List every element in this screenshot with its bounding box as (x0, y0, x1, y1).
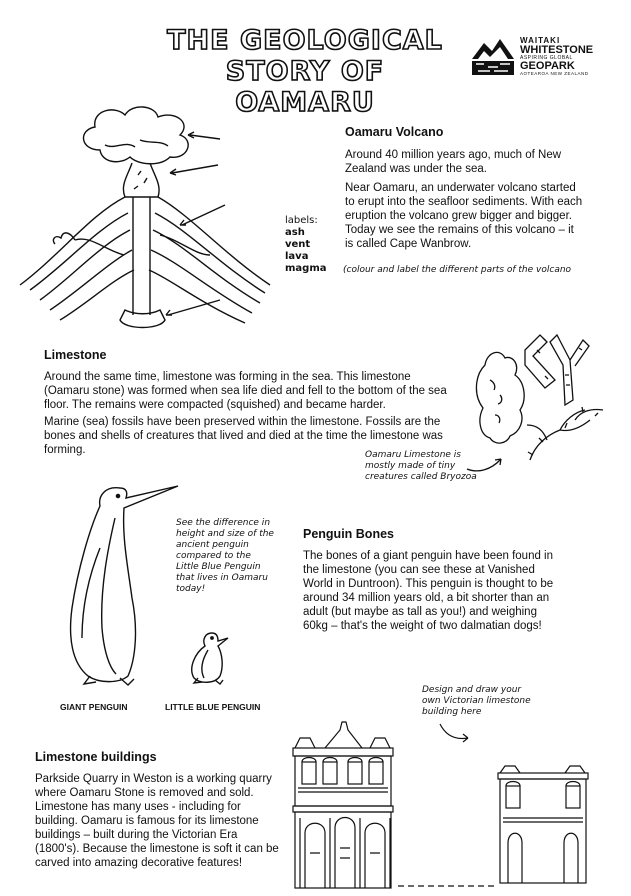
label-arrow-4 (166, 300, 220, 315)
penguin-heading: Penguin Bones (303, 527, 394, 541)
lava-flow (53, 233, 124, 255)
title-line-2: STORY OF OAMARU (225, 56, 385, 118)
fossil-coral (527, 409, 603, 460)
buildings-para-1: Parkside Quarry in Weston is a working quarry where Oamaru Stone is removed and sold. Limestone has many uses - including for building. Oamaru is famous for its limestone buildings – built during the Victorian Era (1800's). Because the limestone is soft it can be carved into amazing decorative features! (35, 773, 279, 869)
labels-title: labels: (285, 215, 318, 226)
label-arrow-2 (170, 165, 218, 175)
giant-penguin-caption: GIANT PENGUIN (60, 702, 128, 712)
label-magma: magma (285, 263, 327, 274)
logo-line-4: GEOPARK (520, 60, 575, 72)
building-instruction: Design and draw your own Victorian limestone building here (422, 685, 531, 717)
penguin-note: See the difference in height and size of the ancient penguin compared to the Little Blue Penguin that lives in Oamaru today! (176, 518, 274, 594)
limestone-heading: Limestone (44, 348, 107, 362)
fossil-y (550, 335, 589, 405)
title-line-1: THE GEOLOGICAL (167, 25, 443, 56)
bryozoa-note: Oamaru Limestone is mostly made of tiny creatures called Bryozoa (365, 450, 477, 482)
eruption-column (123, 163, 159, 197)
label-arrow-3 (180, 205, 225, 225)
victorian-building-drawing (293, 722, 393, 888)
logo-line-1: WAITAKI (520, 36, 561, 45)
label-vent: vent (285, 239, 311, 250)
fossil-blob (476, 352, 524, 443)
little-blue-penguin-drawing (192, 633, 228, 684)
penguin-section (303, 527, 563, 633)
limestone-para-1: Around the same time, limestone was forming in the sea. This limestone (Oamaru stone) was formed when sea life died and fell to the bottom of the sea floor. The remains were compacted (squished) and became harder. (44, 371, 447, 411)
geopark-logo (470, 33, 630, 83)
vent (133, 197, 150, 315)
buildings-section (35, 750, 280, 870)
bryozoa-arrow (465, 455, 505, 475)
volcano-heading: Oamaru Volcano (345, 125, 444, 139)
volcano-section (345, 125, 585, 251)
label-ash: ash (285, 227, 305, 238)
limestone-section (44, 348, 454, 457)
volcano-para-1: Around 40 million years ago, much of New Zealand was under the sea. (345, 149, 562, 175)
limestone-para-2: Marine (sea) fossils have been preserved within the limestone. Fossils are the bones and shells of creatures that lived and died at the time the limestone was forming. (44, 416, 443, 456)
magma (120, 310, 165, 328)
bryozoa-fossils-illustration (465, 320, 610, 470)
giant-penguin-drawing (71, 486, 178, 685)
volcano-instruction: (colour and label the different parts of the volcano (343, 265, 572, 275)
label-lava: lava (285, 251, 309, 262)
buildings-heading: Limestone buildings (35, 750, 157, 764)
penguin-para-1: The bones of a giant penguin have been found in the limestone (you can see these at Vanished World in Duntroon). This penguin is thought to be around 34 million years old, a bit shorter than an adult (but maybe as tall as you!) and weighing 60kg – that's the weight of two dalmatian dogs! (303, 550, 554, 632)
volcano-para-2: Near Oamaru, an underwater volcano started to erupt into the seafloor sediments. With each eruption the volcano grew bigger and bigger. Today we see the remains of this volcano – it is called Cape Wanbrow. (345, 182, 583, 250)
logo-line-2: WHITESTONE (520, 44, 594, 56)
volcano-illustration (20, 105, 290, 335)
label-arrow-1 (188, 132, 220, 139)
little-penguin-caption: LITTLE BLUE PENGUIN (165, 702, 261, 712)
ash-cloud (84, 107, 189, 164)
volcano-layers (20, 197, 270, 285)
blank-building-outline (498, 766, 588, 883)
geopark-mountain-icon (470, 33, 516, 79)
buildings-illustration (290, 718, 615, 893)
logo-line-5: AOTEAROA NEW ZEALAND (520, 71, 589, 76)
volcano-labels (285, 215, 327, 275)
logo-line-3: ASPIRING GLOBAL (520, 55, 573, 61)
